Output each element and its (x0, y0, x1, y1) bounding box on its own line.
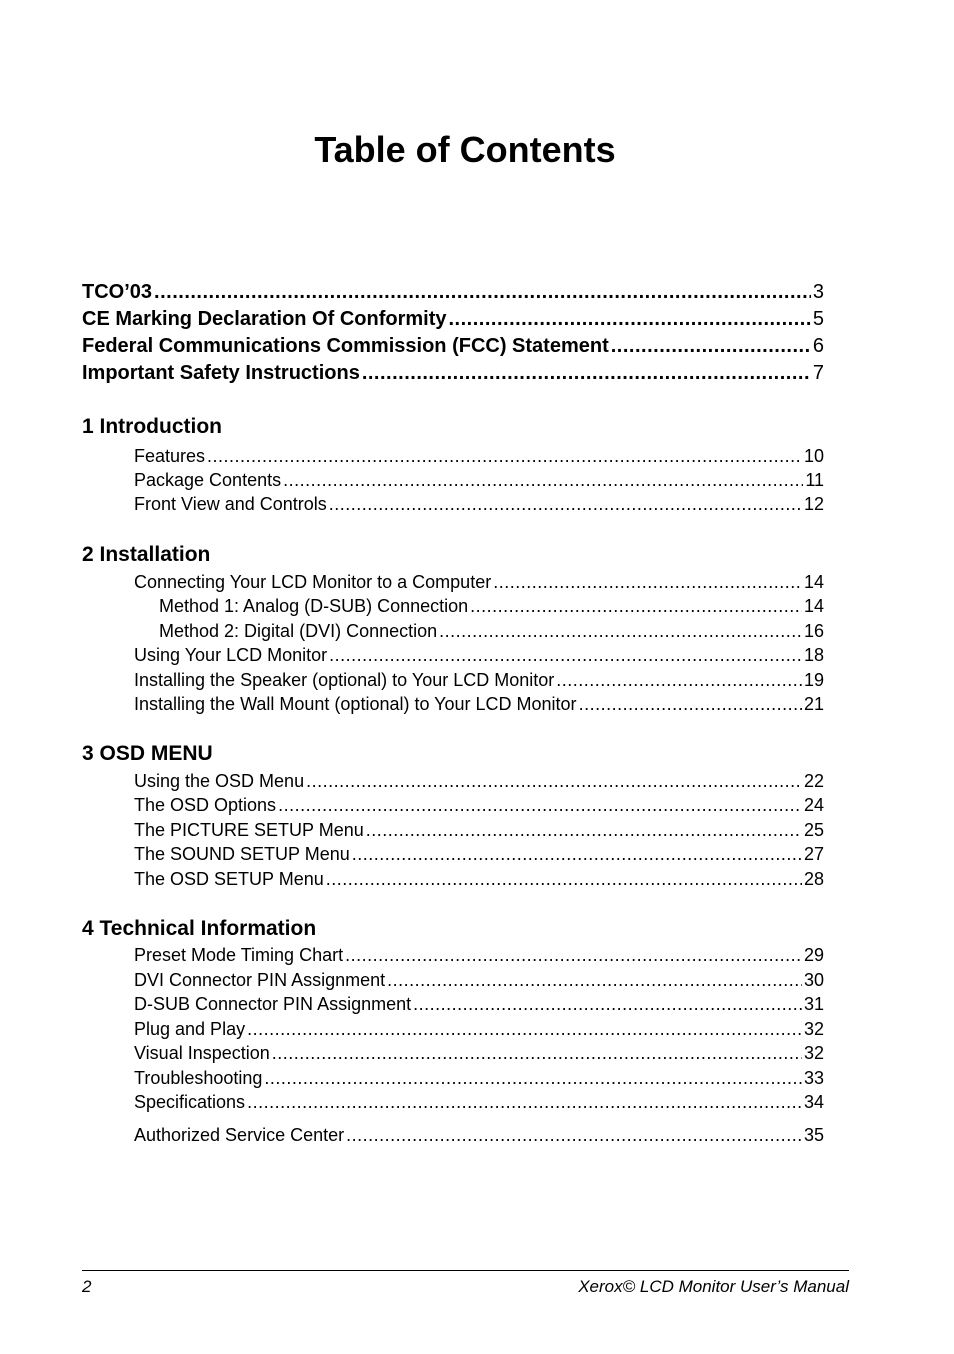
toc-entry-page: 25 (803, 820, 824, 840)
dot-leader (264, 1068, 802, 1089)
toc-entry[interactable] (134, 494, 824, 518)
toc-entry-fcc[interactable] (82, 335, 824, 361)
section-heading-osd-menu[interactable]: 3 OSD MENU (82, 742, 213, 765)
dot-leader (329, 645, 802, 666)
dot-leader (556, 670, 802, 691)
toc-entry-label: Preset Mode Timing Chart (134, 945, 344, 965)
dot-leader (247, 1019, 802, 1040)
footer-page-number: 2 (82, 1277, 92, 1296)
toc-entry-label: TCO’03 (82, 281, 153, 303)
toc-entry-label: Method 1: Analog (D-SUB) Connection (159, 596, 469, 616)
toc-entry[interactable] (134, 694, 824, 718)
dot-leader (154, 281, 811, 304)
toc-entry-page: 14 (803, 572, 824, 592)
toc-entry-label: The SOUND SETUP Menu (134, 844, 350, 864)
toc-entry[interactable] (134, 1125, 824, 1149)
toc-entry-page: 6 (812, 335, 824, 357)
toc-entry-page: 33 (803, 1068, 824, 1088)
dot-leader (345, 945, 802, 966)
toc-entry-page: 35 (803, 1125, 824, 1145)
dot-leader (413, 994, 802, 1015)
toc-entry[interactable] (134, 994, 824, 1018)
dot-leader (207, 446, 802, 467)
dot-leader (352, 844, 802, 865)
toc-entry[interactable] (134, 1092, 824, 1116)
toc-entry[interactable] (134, 820, 824, 844)
toc-entry-page: 19 (803, 670, 824, 690)
toc-entry-label: Visual Inspection (134, 1043, 270, 1063)
toc-entry[interactable] (159, 621, 824, 645)
toc-entry-label: Troubleshooting (134, 1068, 263, 1088)
toc-entry-label: Package Contents (134, 470, 282, 490)
toc-entry-label: CE Marking Declaration Of Conformity (82, 308, 447, 330)
section-heading-technical-information[interactable]: 4 Technical Information (82, 917, 317, 940)
toc-entry-page: 5 (812, 308, 824, 330)
toc-entry-label: Features (134, 446, 206, 466)
toc-entry[interactable] (134, 1019, 824, 1043)
toc-entry-ce-marking[interactable] (82, 308, 824, 334)
toc-entry[interactable] (134, 670, 824, 694)
toc-entry-label: Connecting Your LCD Monitor to a Computer (134, 572, 492, 592)
toc-entry-label: Authorized Service Center (134, 1125, 345, 1145)
dot-leader (306, 771, 802, 792)
dot-leader (278, 795, 802, 816)
toc-entry-label: Using the OSD Menu (134, 771, 305, 791)
toc-entry[interactable] (134, 869, 824, 893)
toc-entry[interactable] (134, 771, 824, 795)
dot-leader (283, 470, 803, 491)
toc-entry-tco03[interactable] (82, 281, 824, 307)
toc-entry-label: DVI Connector PIN Assignment (134, 970, 386, 990)
toc-entry[interactable] (134, 1068, 824, 1092)
toc-entry-page: 29 (803, 945, 824, 965)
toc-entry-page: 28 (803, 869, 824, 889)
dot-leader (470, 596, 802, 617)
toc-entry-page: 11 (805, 470, 824, 490)
toc-entry[interactable] (134, 795, 824, 819)
toc-entry-label: The OSD SETUP Menu (134, 869, 324, 889)
footer-divider (82, 1270, 849, 1271)
dot-leader (362, 362, 811, 385)
toc-entry[interactable] (134, 945, 824, 969)
toc-entry-page: 16 (803, 621, 824, 641)
toc-entry-page: 7 (812, 362, 824, 384)
dot-leader (329, 494, 802, 515)
dot-leader (579, 694, 802, 715)
page-title: Table of Contents (314, 129, 616, 170)
section-heading-installation[interactable]: 2 Installation (82, 543, 211, 566)
toc-entry[interactable] (134, 645, 824, 669)
dot-leader (247, 1092, 802, 1113)
toc-entry-page: 32 (803, 1043, 824, 1063)
dot-leader (326, 869, 802, 890)
toc-entry-page: 3 (812, 281, 824, 303)
toc-entry-page: 14 (803, 596, 824, 616)
toc-entry-page: 27 (803, 844, 824, 864)
toc-entry-label: Specifications (134, 1092, 246, 1112)
toc-entry-page: 31 (803, 994, 824, 1014)
toc-entry-page: 21 (803, 694, 824, 714)
toc-entry-label: Plug and Play (134, 1019, 246, 1039)
dot-leader (272, 1043, 802, 1064)
toc-entry-label: The OSD Options (134, 795, 277, 815)
dot-leader (449, 308, 811, 331)
toc-entry-page: 30 (803, 970, 824, 990)
toc-entry[interactable] (134, 470, 824, 494)
dot-leader (346, 1125, 802, 1146)
dot-leader (611, 335, 811, 358)
toc-entry-label: Front View and Controls (134, 494, 327, 514)
footer-manual-title: Xerox© LCD Monitor User’s Manual (578, 1277, 849, 1296)
toc-entry[interactable] (134, 844, 824, 868)
toc-entry-label: Installing the Speaker (optional) to Your LCD Monitor (134, 670, 555, 690)
toc-entry-page: 24 (803, 795, 824, 815)
toc-entry-page: 34 (803, 1092, 824, 1112)
toc-entry-label: Method 2: Digital (DVI) Connection (159, 621, 438, 641)
toc-entry[interactable] (159, 596, 824, 620)
toc-entry[interactable] (134, 1043, 824, 1067)
toc-entry[interactable] (134, 446, 824, 470)
toc-entry-label: The PICTURE SETUP Menu (134, 820, 364, 840)
toc-entry-page: 12 (803, 494, 824, 514)
toc-entry-page: 10 (803, 446, 824, 466)
toc-entry-page: 22 (803, 771, 824, 791)
toc-entry[interactable] (134, 572, 824, 596)
toc-entry-label: Using Your LCD Monitor (134, 645, 328, 665)
dot-leader (387, 970, 802, 991)
toc-entry-label: Installing the Wall Mount (optional) to Your LCD Monitor (134, 694, 577, 714)
dot-leader (493, 572, 802, 593)
toc-entry-label: D-SUB Connector PIN Assignment (134, 994, 412, 1014)
toc-entry-label: Important Safety Instructions (82, 362, 360, 384)
toc-entry-page: 32 (803, 1019, 824, 1039)
dot-leader (366, 820, 802, 841)
toc-entry-page: 18 (803, 645, 824, 665)
toc-entry-safety[interactable] (82, 362, 824, 388)
section-heading-introduction[interactable]: 1 Introduction (82, 415, 222, 438)
dot-leader (439, 621, 802, 642)
toc-entry[interactable] (134, 970, 824, 994)
toc-entry-label: Federal Communications Commission (FCC) Statement (82, 335, 609, 357)
